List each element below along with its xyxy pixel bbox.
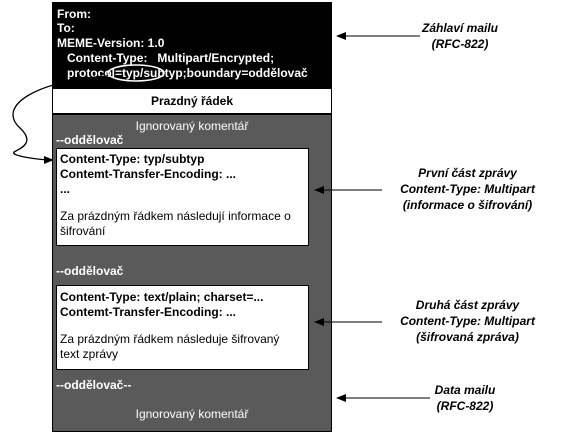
header-content-type: Content-Type: Multipart/Encrypted;	[57, 51, 275, 65]
annotation-part1-type: Content-Type: Multipart	[400, 182, 535, 196]
part2-note: Za prázdným řádkem následuje šifrovaný text zprávy	[60, 332, 280, 361]
part1-transfer-encoding: Contemt-Transfer-Encoding: ...	[60, 167, 237, 181]
header-from: From:	[57, 7, 91, 21]
header-meme-version: MEME-Version: 1.0	[57, 36, 165, 50]
part1-ellipsis: ...	[60, 182, 71, 196]
protocol-to-part1-arrow	[13, 76, 108, 160]
part1-note: Za prázdným řádkem následují informace o šifrování	[60, 209, 291, 238]
annotation-header-rfc: (RFC-822)	[431, 37, 489, 51]
annotation-part2-desc: (šifrovaná zpráva)	[416, 330, 519, 344]
annotation-part1-title: První část zprávy	[418, 166, 517, 180]
annotation-data-title: Data mailu	[434, 383, 496, 397]
separator-1: --oddělovač	[56, 133, 124, 147]
separator-end: --oddělovač--	[56, 378, 132, 392]
header-to: To:	[57, 21, 75, 35]
part1-content-type: Content-Type: typ/subtyp	[60, 152, 205, 166]
annotation-data-rfc: (RFC-822)	[436, 399, 494, 413]
annotation-part2-title: Druhá část zprávy	[415, 298, 520, 312]
ignored-comment-top: Ignorovaný komentář	[135, 119, 249, 133]
header-protocol: protocol=typ/subtyp;boundary=oddělovač	[57, 66, 308, 80]
annotation-part1-desc: (informace o šifrování)	[402, 198, 533, 212]
part2-transfer-encoding: Contemt-Transfer-Encoding: ...	[60, 305, 237, 319]
protocol-highlight-ellipse	[108, 65, 164, 81]
part2-content-type: Content-Type: text/plain; charset=...	[60, 290, 264, 304]
annotation-header-title: Záhlaví mailu	[421, 21, 499, 35]
empty-line-label: Prazdný řádek	[150, 94, 234, 108]
ignored-comment-bottom: Ignorovaný komentář	[135, 407, 249, 421]
annotation-part2-type: Content-Type: Multipart	[400, 314, 535, 328]
separator-2: --oddělovač	[56, 264, 124, 278]
